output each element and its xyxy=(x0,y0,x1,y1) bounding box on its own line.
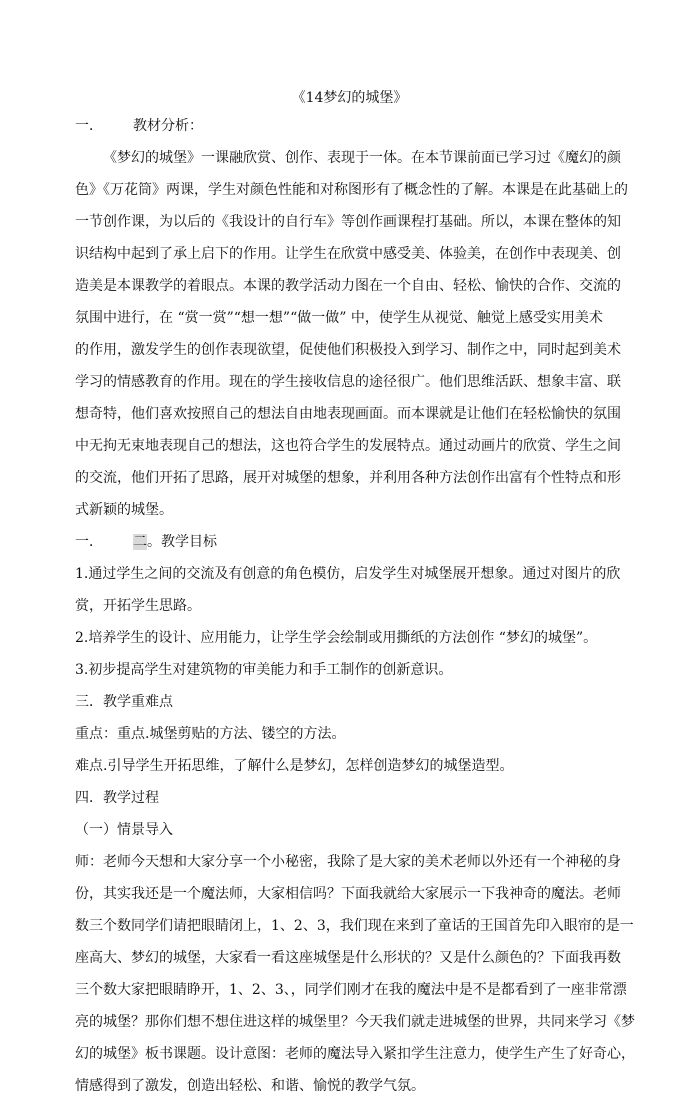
paragraph-line: 造美是本课教学的着眼点。本课的教学活动力图在一个自由、轻松、愉快的合作、交流的 xyxy=(75,278,621,294)
paragraph-line: 中无拘无束地表现自己的想法，这也符合学生的发展特点。通过动画片的欣赏、学生之间 xyxy=(75,438,621,454)
goal-line: 3.初步提高学生对建筑物的审美能力和手工制作的创新意识。 xyxy=(75,662,453,678)
highlighted-number: 二 xyxy=(133,534,147,550)
paragraph-line: 《梦幻的城堡》一课融欣赏、创作、表现于一体。在本节课前面已学习过《魔幻的颜 xyxy=(103,150,621,166)
paragraph-line: 亮的城堡？那你们想不想住进这样的城堡里？今天我们就走进城堡的世界，共同来学习《梦 xyxy=(75,1014,635,1030)
document-title: 《14梦幻的城堡》 xyxy=(291,90,408,106)
section-title: 。教学目标 xyxy=(147,534,217,550)
goal-line: 1.通过学生之间的交流及有创意的角色模仿，启发学生对城堡展开想象。通过对图片的欣 xyxy=(75,566,621,582)
goal-line: 2.培养学生的设计、应用能力，让学生学会绘制或用撕纸的方法创作 “梦幻的城堡”。 xyxy=(75,630,598,646)
paragraph-line: 识结构中起到了承上启下的作用。让学生在欣赏中感受美、体验美，在创作中表现美、创 xyxy=(75,246,621,262)
section-number: 一． xyxy=(75,118,103,134)
key-point-line: 重点：重点.城堡剪贴的方法、镂空的方法。 xyxy=(75,726,346,742)
paragraph-line: 情感得到了激发，创造出轻松、和谐、愉悦的教学气氛。 xyxy=(75,1078,425,1094)
section-heading-process: 四．教学过程 xyxy=(75,790,159,806)
paragraph-line: 师：老师今天想和大家分享一个小秘密，我除了是大家的美术老师以外还有一个神秘的身 xyxy=(75,854,621,870)
paragraph-line: 色》《万花筒》两课，学生对颜色性能和对称图形有了概念性的了解。本课是在此基础上的 xyxy=(75,182,628,198)
goal-line: 赏，开拓学生思路。 xyxy=(75,598,201,614)
subsection-heading: （一）情景导入 xyxy=(75,822,173,838)
paragraph-line: 学习的情感教育的作用。现在的学生接收信息的途径很广。他们思维活跃、想象丰富、联 xyxy=(75,374,621,390)
section-heading-analysis xyxy=(75,116,203,136)
paragraph-line: 数三个数同学们请把眼睛闭上，1、2、3，我们现在来到了童话的王国首先印入眼帘的是一 xyxy=(75,918,634,934)
paragraph-line: 想奇特，他们喜欢按照自己的想法自由地表现画面。而本课就是让他们在轻松愉快的氛围 xyxy=(75,406,621,422)
section-number: 一． xyxy=(75,534,103,550)
difficulty-line: 难点.引导学生开拓思维，了解什么是梦幻，怎样创造梦幻的城堡造型。 xyxy=(75,758,514,774)
paragraph-line: 一节创作课，为以后的《我设计的自行车》等创作画课程打基础。所以，本课在整体的知 xyxy=(75,214,621,230)
section-heading-goals xyxy=(75,532,217,552)
paragraph-line: 氛围中进行，在 “赏一赏”“想一想”“做一做” 中，使学生从视觉、触觉上感受实用美术 xyxy=(75,310,603,326)
paragraph-line: 幻的城堡》板书课题。设计意图：老师的魔法导入紧扣学生注意力，使学生产生了好奇心， xyxy=(75,1046,635,1062)
paragraph-line: 的交流，他们开拓了思路，展开对城堡的想象，并利用各种方法创作出富有个性特点和形 xyxy=(75,470,621,486)
paragraph-line: 三个数大家把眼睛睁开，1、2、3、，同学们刚才在我的魔法中是不是都看到了一座非常漂 xyxy=(75,982,627,998)
section-title: 教材分析： xyxy=(133,118,203,134)
paragraph-line: 座高大、梦幻的城堡，大家看一看这座城堡是什么形状的？又是什么颜色的？下面我再数 xyxy=(75,950,621,966)
paragraph-line: 式新颖的城堡。 xyxy=(75,502,173,518)
paragraph-line: 份，其实我还是一个魔法师，大家相信吗？下面我就给大家展示一下我神奇的魔法。老师 xyxy=(75,886,621,902)
section-heading-key-points: 三．教学重难点 xyxy=(75,694,173,710)
paragraph-line: 的作用，激发学生的创作表现欲望，促使他们积极投入到学习、制作之中，同时起到美术 xyxy=(75,342,621,358)
